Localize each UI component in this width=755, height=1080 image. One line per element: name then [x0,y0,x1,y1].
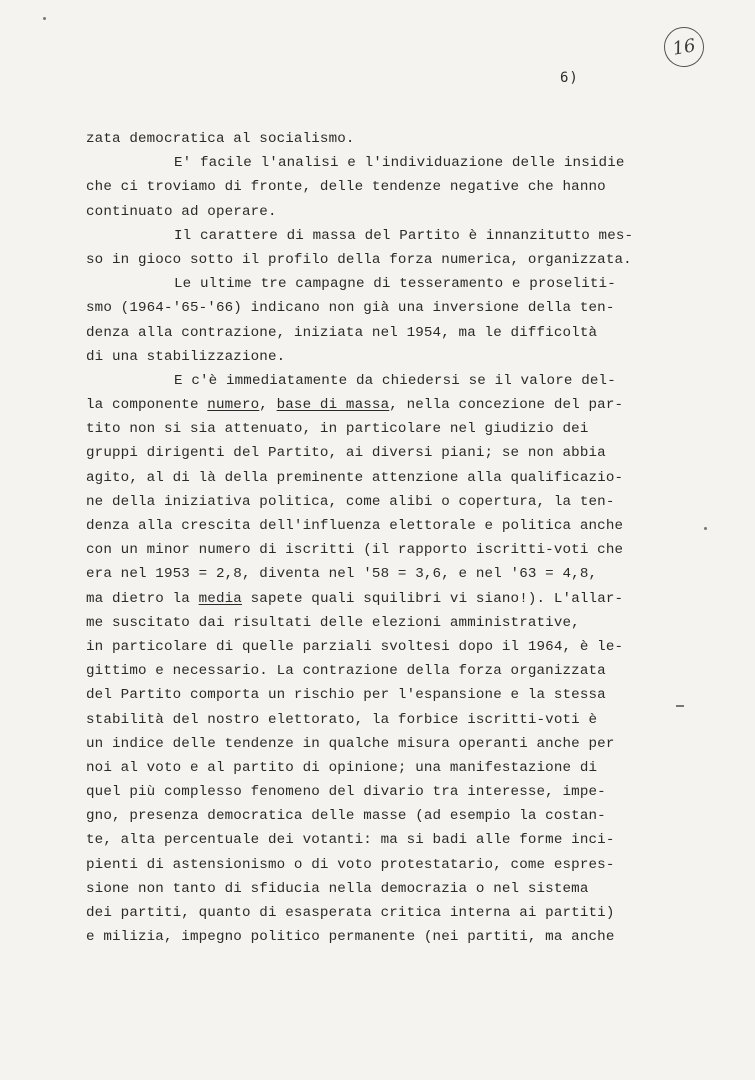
text-line: E c'è immediatamente da chiedersi se il valore del- [174,372,616,389]
text-line [86,393,686,417]
text-line: e milizia, impegno politico permanente (nei partiti, ma anche [86,929,615,946]
text-line: sione non tanto di sfiducia nella democrazia o nel sistema [86,880,589,897]
underlined-word: numero [207,397,260,414]
body-text [86,127,686,949]
text-line: che ci troviamo di fronte, delle tendenze negative che hanno [86,179,606,196]
text-line: gno, presenza democratica delle masse (ad esempio la costan- [86,808,606,825]
text-segment: sapete quali squilibri vi siano!). L'allar- [241,590,624,607]
text-line: E' facile l'analisi e l'individuazione delle insidie [174,155,625,172]
text-line: quel più complesso fenomeno del divario tra interesse, impe- [86,784,606,801]
text-line: gruppi dirigenti del Partito, ai diversi piani; se non abbia [86,445,606,462]
text-line: dei partiti, quanto di esasperata critica interna ai partiti) [86,905,615,921]
page-stamp: 16 [661,24,707,70]
text-line: era nel 1953 = 2,8, diventa nel '58 = 3,6, e nel '63 = 4,8, [86,566,598,583]
text-line: Le ultime tre campagne di tesseramento e proseliti- [174,276,616,293]
text-line: smo (1964-'65-'66) indicano non già una inversione della ten- [86,300,615,317]
text-line: in particolare di quelle parziali svoltesi dopo il 1964, è le- [86,638,624,655]
text-segment: ma dietro la [86,590,199,607]
text-line: pienti di astensionismo o di voto protestatario, come espres- [86,856,615,873]
text-line: del Partito comporta un rischio per l'espansione e la stessa [86,687,606,704]
text-line: me suscitato dai risultati delle elezioni amministrative, [86,614,580,631]
text-line: Il carattere di massa del Partito è innanzitutto mes- [174,227,634,244]
text-line: ne della iniziativa politica, come alibi o copertura, la ten- [86,493,615,510]
text-line: denza alla crescita dell'influenza elettorale e politica anche [86,518,624,534]
text-line: tito non si sia attenuato, in particolare nel giudizio dei [86,421,589,438]
text-line: denza alla contrazione, iniziata nel 1954, ma le difficoltà [86,324,598,341]
scan-speck [43,17,46,20]
page-number: 6) [560,70,579,86]
underlined-word: base di massa [276,397,390,414]
text-line: stabilità del nostro elettorato, la forbice iscritti-voti è [86,711,598,728]
text-line: di una stabilizzazione. [86,348,286,365]
text-line [86,587,686,611]
text-line: continuato ad operare. [86,203,277,220]
text-line: noi al voto e al partito di opinione; una manifestazione di [86,759,598,776]
text-segment: la componente [86,397,208,414]
text-line: te, alta percentuale dei votanti: ma si badi alle forme inci- [86,832,615,849]
text-line: so in gioco sotto il profilo della forza numerica, organizzata. [86,251,632,268]
scan-speck [704,527,707,530]
text-line: un indice delle tendenze in qualche misura operanti anche per [86,735,615,752]
text-line: agito, al di là della preminente attenzione alla qualificazio- [86,469,624,486]
text-line: zata democratica al socialismo. [86,131,355,147]
text-line: con un minor numero di iscritti (il rapporto iscritti-voti che [86,542,624,559]
text-segment: , nella concezione del par- [389,397,624,414]
text-line: gittimo e necessario. La contrazione della forza organizzata [86,663,606,680]
text-segment: , [259,397,277,414]
underlined-word: media [198,590,242,607]
